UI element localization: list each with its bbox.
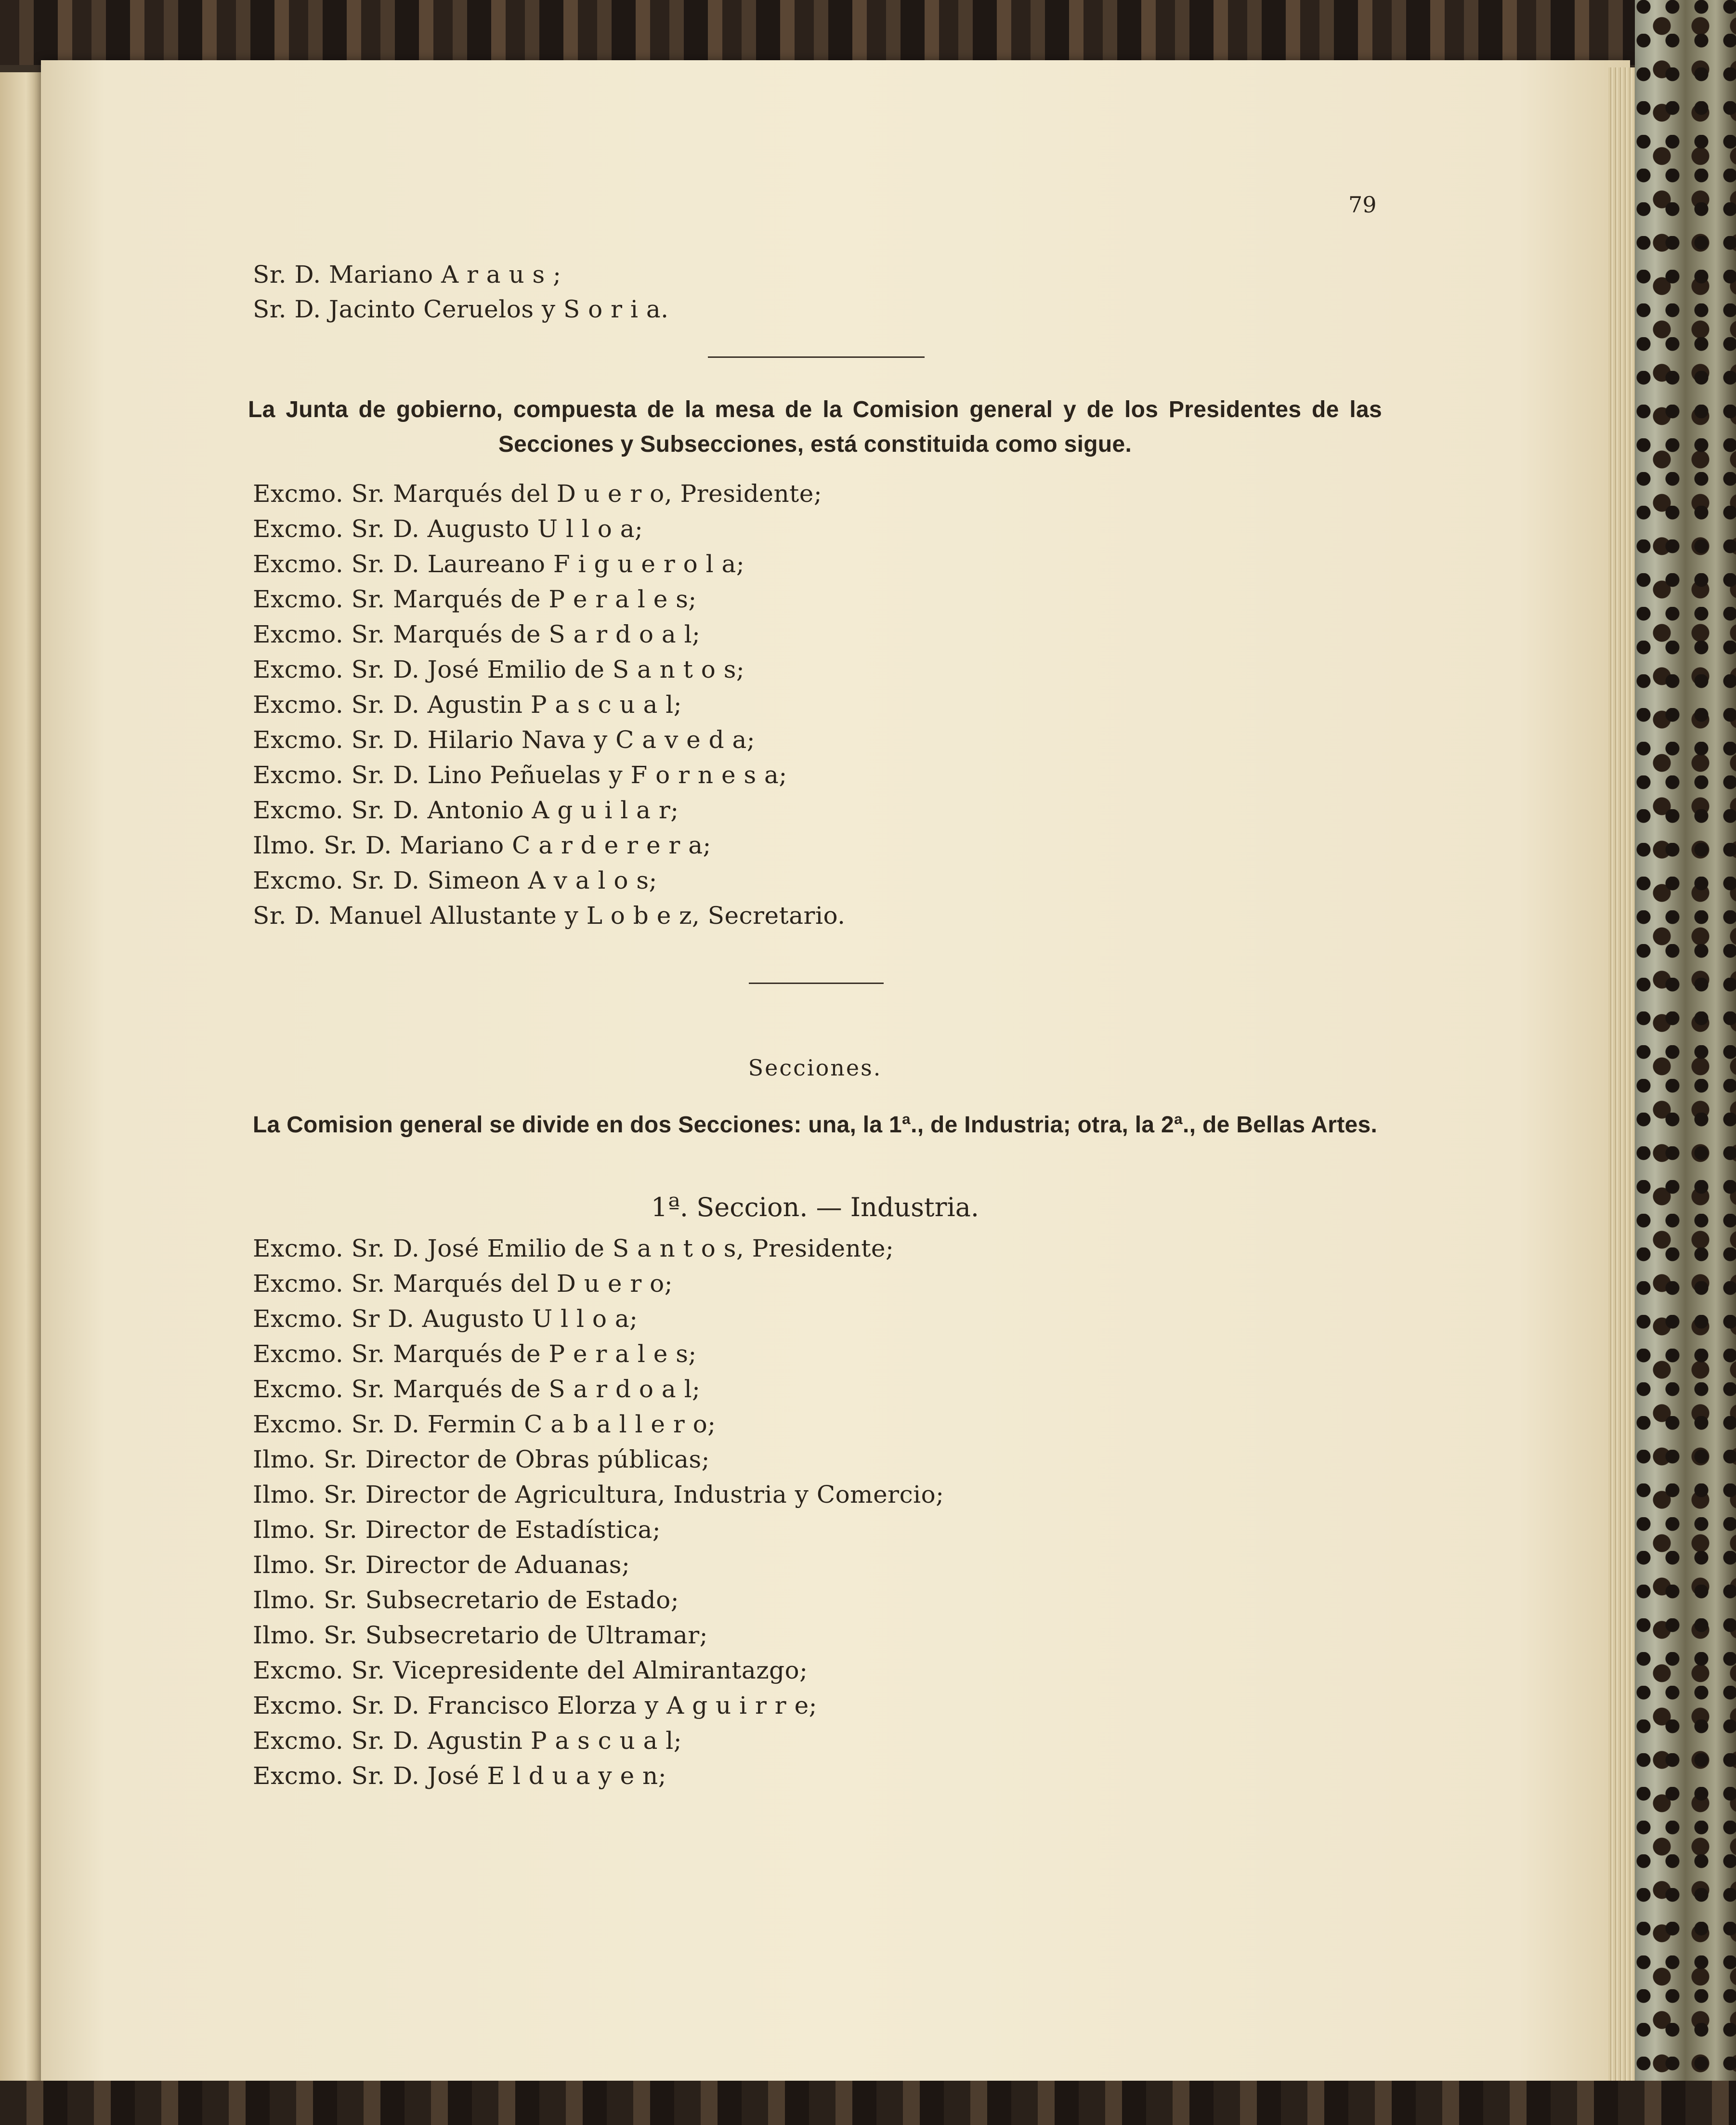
junta-member: Excmo. Sr. Marqués del D u e r o, Presidente; xyxy=(253,480,822,508)
secciones-intro: La Comision general se divide en dos Secciones: una, la 1ª., de Industria; otra, la 2ª., de Bellas Artes. xyxy=(252,1112,1378,1138)
junta-member: Excmo. Sr. D. Simeon A v a l o s; xyxy=(253,866,657,894)
seccion-1-member: Ilmo. Sr. Subsecretario de Ultramar; xyxy=(253,1621,708,1649)
seccion-1-member: Ilmo. Sr. Director de Obras públicas; xyxy=(253,1445,710,1473)
junta-member: Excmo. Sr. Marqués de P e r a l e s; xyxy=(253,585,697,613)
junta-member: Excmo. Sr. D. Antonio A g u i l a r; xyxy=(253,796,679,824)
junta-member: Excmo. Sr. D. Agustin P a s c u a l; xyxy=(253,691,682,719)
seccion-1-member: Excmo. Sr. Marqués de S a r d o a l; xyxy=(253,1375,701,1403)
seccion-1-member: Ilmo. Sr. Subsecretario de Estado; xyxy=(253,1586,679,1614)
seccion-1-member: Excmo. Sr D. Augusto U l l o a; xyxy=(253,1305,638,1333)
junta-member: Excmo. Sr. D. Augusto U l l o a; xyxy=(253,515,643,543)
junta-member: Sr. D. Manuel Allustante y L o b e z, Secretario. xyxy=(253,902,846,930)
seccion-1-member: Ilmo. Sr. Director de Estadística; xyxy=(253,1516,661,1544)
junta-member: Excmo. Sr. D. Laureano F i g u e r o l a; xyxy=(253,550,745,578)
seccion-1-member: Excmo. Sr. D. José Emilio de S a n t o s, Presidente; xyxy=(253,1234,894,1262)
junta-member: Excmo. Sr. D. Hilario Nava y C a v e d a; xyxy=(253,726,756,754)
separator-rule xyxy=(708,356,925,358)
junta-member: Excmo. Sr. D. José Emilio de S a n t o s; xyxy=(253,656,745,683)
seccion-1-member: Excmo. Sr. D. Agustin P a s c u a l; xyxy=(253,1727,682,1755)
seccion-1-member: Excmo. Sr. Marqués del D u e r o; xyxy=(253,1270,673,1298)
seccion-1-member: Excmo. Sr. Marqués de P e r a l e s; xyxy=(253,1340,697,1368)
seccion-1-member: Excmo. Sr. D. José E l d u a y e n; xyxy=(253,1762,667,1790)
seccion-1-title: 1ª. Seccion. — Industria. xyxy=(651,1192,979,1222)
opening-line: Sr. D. Mariano A r a u s ; xyxy=(253,261,561,289)
junta-intro: La Junta de gobierno, compuesta de la mesa de la Comision general y de los Presidentes de las Secciones y Subsecciones, está constituida como sigue. xyxy=(248,397,1382,457)
seccion-1-member: Ilmo. Sr. Director de Agricultura, Industria y Comercio; xyxy=(253,1481,944,1508)
junta-member: Excmo. Sr. Marqués de S a r d o a l; xyxy=(253,620,701,648)
opening-line: Sr. D. Jacinto Ceruelos y S o r i a. xyxy=(253,295,669,323)
secciones-heading: Secciones. xyxy=(748,1055,882,1081)
page-number: 79 xyxy=(1348,192,1377,218)
seccion-1-member: Excmo. Sr. D. Fermin C a b a l l e r o; xyxy=(253,1410,716,1438)
seccion-1-member: Excmo. Sr. Vicepresidente del Almirantazgo; xyxy=(253,1656,808,1684)
junta-member: Excmo. Sr. D. Lino Peñuelas y F o r n e s a; xyxy=(253,761,787,789)
seccion-1-member: Ilmo. Sr. Director de Aduanas; xyxy=(253,1551,630,1579)
show-through xyxy=(881,260,1387,295)
junta-member: Ilmo. Sr. D. Mariano C a r d e r e r a; xyxy=(253,831,711,859)
seccion-1-member: Excmo. Sr. D. Francisco Elorza y A g u i r r e; xyxy=(253,1692,818,1719)
separator-rule xyxy=(749,983,884,984)
